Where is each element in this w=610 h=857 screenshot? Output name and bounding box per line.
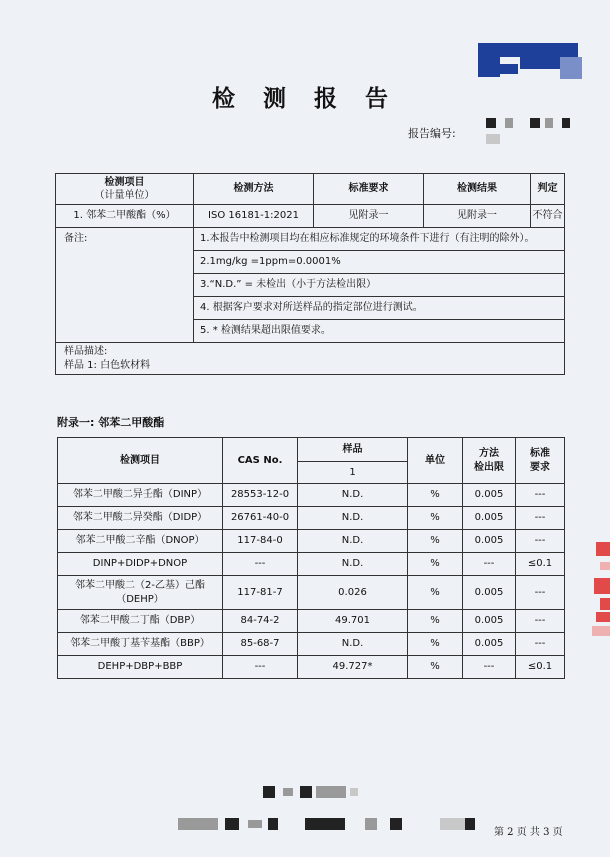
note-3: 3.“N.D.” = 未检出（小于方法检出限） (194, 274, 565, 297)
cell-limit: --- (516, 633, 565, 656)
cell-unit: % (408, 576, 463, 610)
cell-cas: 26761-40-0 (223, 507, 298, 530)
cell-unit: % (408, 553, 463, 576)
cell-value: 49.727* (298, 656, 408, 679)
cell-cas: --- (223, 656, 298, 679)
cell-cas: --- (223, 553, 298, 576)
cell-limit: ≤0.1 (516, 553, 565, 576)
cell-item: 1. 邻苯二甲酸酯（%） (56, 205, 194, 228)
table-row (58, 610, 565, 633)
annex-header-limit: 标准 要求 (516, 438, 565, 484)
cell-mdl: 0.005 (463, 507, 516, 530)
table-row (56, 205, 565, 228)
annex-body (58, 484, 565, 679)
table-row (58, 656, 565, 679)
annex-header-mdl: 方法 检出限 (463, 438, 516, 484)
report-title: 检 测 报 告 (211, 85, 399, 112)
cell-value: N.D. (298, 484, 408, 507)
annex-header-cas: CAS No. (223, 438, 298, 484)
cell-unit: % (408, 507, 463, 530)
cell-value: N.D. (298, 633, 408, 656)
cell-unit: % (408, 610, 463, 633)
cell-cas: 85-68-7 (223, 633, 298, 656)
cell-mdl: 0.005 (463, 530, 516, 553)
cell-value: N.D. (298, 553, 408, 576)
cell-value: 0.026 (298, 576, 408, 610)
cell-mdl: 0.005 (463, 484, 516, 507)
cell-item: DINP+DIDP+DNOP (58, 553, 223, 576)
cell-item: 邻苯二甲酸二丁酯（DBP） (58, 610, 223, 633)
cell-limit: --- (516, 507, 565, 530)
cell-item: DEHP+DBP+BBP (58, 656, 223, 679)
sample-description: 样品描述: 样品 1: 白色软材料 (56, 343, 565, 375)
cell-result: 见附录一 (424, 205, 531, 228)
cell-standard: 见附录一 (314, 205, 424, 228)
table-row (58, 484, 565, 507)
cell-mdl: --- (463, 656, 516, 679)
annex-title: 附录一: 邻苯二甲酸酯 (57, 416, 165, 429)
cell-unit: % (408, 656, 463, 679)
cell-cas: 117-84-0 (223, 530, 298, 553)
col-header-judgement: 判定 (531, 174, 565, 205)
cell-limit: --- (516, 484, 565, 507)
cell-item: 邻苯二甲酸二辛酯（DNOP） (58, 530, 223, 553)
col-header-item: 检测项目 （计量单位） (56, 174, 194, 205)
cell-item: 邻苯二甲酸二异壬酯（DINP） (58, 484, 223, 507)
col-header-method: 检测方法 (194, 174, 314, 205)
col-header-standard: 标准要求 (314, 174, 424, 205)
table-row (58, 507, 565, 530)
cell-item: 邻苯二甲酸丁基苄基酯（BBP） (58, 633, 223, 656)
annex-header-unit: 单位 (408, 438, 463, 484)
note-4: 4. 根据客户要求对所送样品的指定部位进行测试。 (194, 297, 565, 320)
cell-limit: --- (516, 576, 565, 610)
cell-value: 49.701 (298, 610, 408, 633)
cell-unit: % (408, 530, 463, 553)
cell-mdl: --- (463, 553, 516, 576)
report-number-label: 报告编号: (408, 127, 456, 140)
cell-mdl: 0.005 (463, 576, 516, 610)
cell-item: 邻苯二甲酸二（2-乙基）己酯（DEHP） (58, 576, 223, 610)
table-row (58, 553, 565, 576)
cell-value: N.D. (298, 507, 408, 530)
note-1: 1.本报告中检测项目均在相应标准规定的环境条件下进行（有注明的除外）。 (194, 228, 565, 251)
cell-cas: 28553-12-0 (223, 484, 298, 507)
annex-header-sample-no: 1 (298, 462, 408, 484)
cell-limit: --- (516, 610, 565, 633)
table-row (58, 576, 565, 610)
notes-label: 备注: (56, 228, 194, 343)
page-number: 第 2 页 共 3 页 (494, 827, 563, 838)
cell-cas: 84-74-2 (223, 610, 298, 633)
cell-limit: ≤0.1 (516, 656, 565, 679)
cell-item: 邻苯二甲酸二异癸酯（DIDP） (58, 507, 223, 530)
annex-header-sample: 样品 (298, 438, 408, 462)
cell-judgement: 不符合 (531, 205, 565, 228)
test-summary-table (55, 173, 565, 375)
annex-header-item: 检测项目 (58, 438, 223, 484)
annex-table (57, 437, 565, 679)
note-5: 5. * 检测结果超出限值要求。 (194, 320, 565, 343)
note-2: 2.1mg/kg =1ppm=0.0001% (194, 251, 565, 274)
table-row (58, 633, 565, 656)
cell-method: ISO 16181-1:2021 (194, 205, 314, 228)
cell-mdl: 0.005 (463, 610, 516, 633)
table-row (58, 530, 565, 553)
cell-cas: 117-81-7 (223, 576, 298, 610)
cell-value: N.D. (298, 530, 408, 553)
cell-limit: --- (516, 530, 565, 553)
cell-unit: % (408, 633, 463, 656)
col-header-result: 检测结果 (424, 174, 531, 205)
cell-unit: % (408, 484, 463, 507)
cell-mdl: 0.005 (463, 633, 516, 656)
